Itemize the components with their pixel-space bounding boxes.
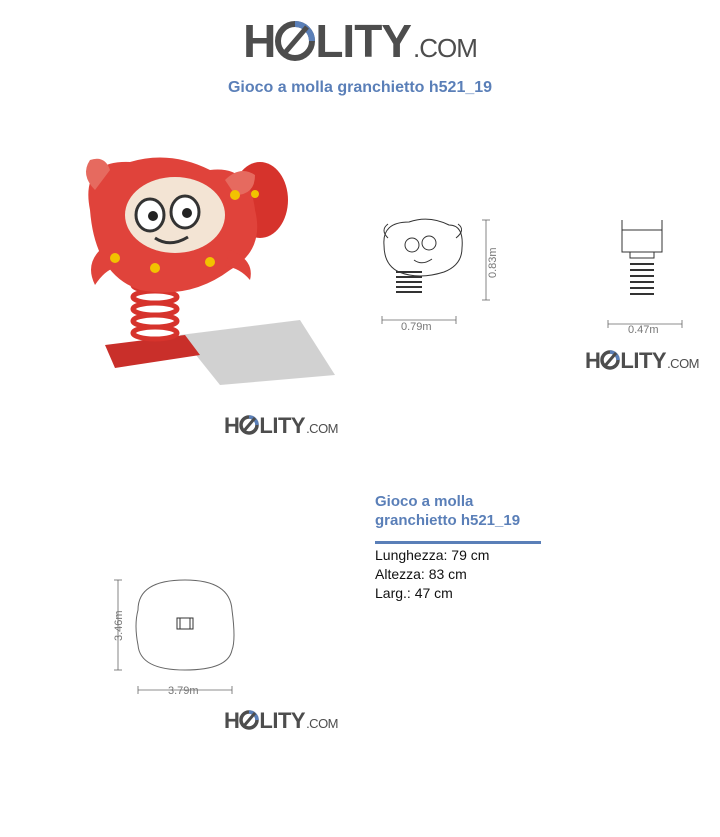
logo-text-right: LITY <box>259 708 306 733</box>
logo-text-right: LITY <box>315 15 411 67</box>
logo-suffix: .COM <box>413 33 477 63</box>
logo-o-icon <box>600 348 620 374</box>
spec-length: Lunghezza: 79 cm <box>375 547 490 563</box>
logo-suffix: .COM <box>667 356 700 371</box>
side-width-label: 0.47m <box>628 324 659 335</box>
side-view-drawing <box>600 212 695 335</box>
spec-list <box>375 546 489 603</box>
logo-text-right: LITY <box>620 348 667 373</box>
logo-text-left: H <box>224 708 240 733</box>
logo-o-icon <box>239 708 259 734</box>
page-title: Gioco a molla granchietto h521_19 <box>227 79 493 96</box>
front-view-drawing <box>374 210 499 335</box>
logo-text-right: LITY <box>259 413 306 438</box>
watermark-logo <box>224 708 338 734</box>
plan-view-drawing <box>100 565 350 700</box>
logo-o-icon <box>239 413 259 439</box>
logo-suffix: .COM <box>306 421 339 436</box>
logo-text-left: H <box>585 348 601 373</box>
site-logo[interactable] <box>0 14 720 68</box>
front-width-label: 0.79m <box>401 321 432 333</box>
logo-text-left: H <box>243 15 276 67</box>
front-height-label: 0.83m <box>487 247 499 278</box>
watermark-logo <box>585 348 699 374</box>
logo-suffix: .COM <box>306 716 339 731</box>
spec-divider <box>375 541 541 544</box>
logo-text-left: H <box>224 413 240 438</box>
product-image <box>60 140 360 390</box>
plan-height-label: 3.46m <box>113 610 125 641</box>
logo-o-icon <box>275 14 315 68</box>
plan-width-label: 3.79m <box>168 685 199 697</box>
spec-height: Altezza: 83 cm <box>375 566 467 582</box>
spec-title: Gioco a molla granchietto h521_19 <box>375 493 521 529</box>
watermark-logo <box>224 413 338 439</box>
spec-width: Larg.: 47 cm <box>375 585 453 601</box>
